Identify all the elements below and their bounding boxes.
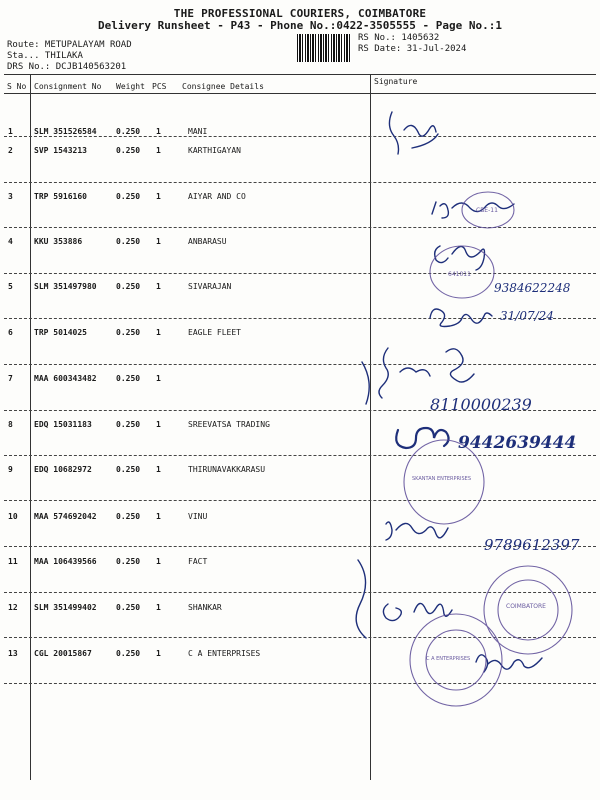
row-sno: 3 [8, 192, 13, 201]
column-header-consignee: Consignee Details [182, 82, 264, 91]
rs-number: RS No.: 1405632 [358, 33, 440, 43]
row-pcs: 1 [156, 192, 161, 201]
table-row [0, 420, 600, 466]
row-divider [4, 455, 596, 456]
staff-label: Sta... THILAKA [7, 51, 83, 61]
table-row [0, 282, 600, 328]
row-weight: 0.250 [116, 146, 141, 155]
column-header-weight: Weight [116, 82, 145, 91]
row-pcs: 1 [156, 603, 161, 612]
row-weight: 0.250 [116, 649, 141, 658]
row-pcs: 1 [156, 127, 161, 136]
handwritten-phone-3: 9442639444 [458, 433, 577, 453]
row-sno: 12 [8, 603, 18, 612]
row-pcs: 1 [156, 557, 161, 566]
row-consignment-no: SLM 351497980 [34, 282, 97, 291]
row-weight: 0.250 [116, 192, 141, 201]
row-sno: 11 [8, 557, 18, 566]
row-divider [4, 364, 596, 365]
row-consignee: SREEVATSA TRADING [188, 420, 270, 429]
row-consignment-no: CGL 20015867 [34, 649, 92, 658]
row-consignee: VINU [188, 512, 208, 521]
column-header-signature: Signature [374, 77, 418, 86]
table-row [0, 374, 600, 420]
row-consignee: AIYAR AND CO [188, 192, 246, 201]
handwritten-date: 31/07/24 [500, 309, 554, 323]
row-sno: 5 [8, 282, 13, 291]
handwritten-phone-2: 8110000239 [430, 395, 532, 414]
barcode [297, 34, 351, 62]
row-divider [4, 273, 596, 274]
stamp-11-text: COIMBATORE [506, 603, 546, 610]
column-header-consignment: Consignment No [34, 82, 102, 91]
row-sno: 8 [8, 420, 13, 429]
stamp-8-text: SKANTAN ENTERPRISES [412, 476, 471, 482]
table-row [0, 146, 600, 192]
row-pcs: 1 [156, 328, 161, 337]
row-consignment-no: MAA 574692042 [34, 512, 97, 521]
row-divider [4, 182, 596, 183]
row-consignment-no: KKU 353886 [34, 237, 83, 246]
row-pcs: 1 [156, 374, 161, 383]
row-consignee: FACT [188, 557, 208, 566]
row-consignee: SIVARAJAN [188, 282, 232, 291]
row-divider [4, 410, 596, 411]
row-sno: 7 [8, 374, 13, 383]
document-title: THE PROFESSIONAL COURIERS, COIMBATORE [173, 7, 427, 20]
route-label: Route: METUPALAYAM ROAD [7, 40, 132, 50]
stamp-13-text: C A ENTERPRISES [426, 656, 471, 662]
row-sno: 13 [8, 649, 18, 658]
row-consignment-no: MAA 106439566 [34, 557, 97, 566]
row-consignee: MANI [188, 127, 208, 136]
row-weight: 0.250 [116, 512, 141, 521]
table-row [0, 237, 600, 283]
stamp-3-text: CBE-11 [476, 207, 498, 214]
row-pcs: 1 [156, 282, 161, 291]
row-pcs: 1 [156, 420, 161, 429]
row-consignee: EAGLE FLEET [188, 328, 241, 337]
handwritten-phone-4: 9789612397 [484, 536, 580, 554]
stamp-5-text: 641011 [448, 271, 471, 278]
row-consignment-no: TRP 5014025 [34, 328, 87, 337]
table-row [0, 603, 600, 649]
row-weight: 0.250 [116, 420, 141, 429]
row-consignment-no: SLM 351499402 [34, 603, 97, 612]
drs-number: DRS No.: DCJB140563201 [7, 62, 127, 72]
table-top-rule [4, 74, 596, 75]
row-sno: 9 [8, 465, 13, 474]
row-consignee: C A ENTERPRISES [188, 649, 261, 658]
row-consignment-no: SLM 351526584 [34, 127, 97, 136]
row-consignment-no: EDQ 15031183 [34, 420, 92, 429]
row-pcs: 1 [156, 237, 161, 246]
row-weight: 0.250 [116, 328, 141, 337]
row-pcs: 1 [156, 512, 161, 521]
row-sno: 2 [8, 146, 13, 155]
table-header-rule [4, 93, 596, 94]
table-row [0, 465, 600, 511]
table-row [0, 328, 600, 374]
row-divider [4, 592, 596, 593]
row-weight: 0.250 [116, 557, 141, 566]
column-header-sno: S No [7, 82, 27, 91]
row-weight: 0.250 [116, 374, 141, 383]
row-pcs: 1 [156, 465, 161, 474]
row-consignee: ANBARASU [188, 237, 227, 246]
table-row [0, 649, 600, 695]
row-divider [4, 637, 596, 638]
row-weight: 0.250 [116, 282, 141, 291]
table-row [0, 557, 600, 603]
row-consignment-no: EDQ 10682972 [34, 465, 92, 474]
row-sno: 10 [8, 512, 18, 521]
row-divider [4, 546, 596, 547]
row-sno: 4 [8, 237, 13, 246]
document-subtitle: Delivery Runsheet - P43 - Phone No.:0422-3505555 - Page No.:1 [98, 19, 502, 32]
row-divider [4, 227, 596, 228]
rs-date: RS Date: 31-Jul-2024 [358, 44, 467, 54]
table-row [0, 512, 600, 558]
row-consignee: THIRUNAVAKKARASU [188, 465, 266, 474]
row-weight: 0.250 [116, 127, 141, 136]
table-row [0, 192, 600, 238]
row-sno: 1 [8, 127, 13, 136]
row-divider [4, 136, 596, 137]
row-pcs: 1 [156, 649, 161, 658]
row-divider [4, 318, 596, 319]
row-sno: 6 [8, 328, 13, 337]
row-consignment-no: TRP 5916160 [34, 192, 87, 201]
row-consignee: SHANKAR [188, 603, 222, 612]
row-weight: 0.250 [116, 603, 141, 612]
column-header-pcs: PCS [152, 82, 167, 91]
row-weight: 0.250 [116, 237, 141, 246]
row-consignment-no: SVP 1543213 [34, 146, 87, 155]
handwritten-phone-1: 9384622248 [494, 281, 571, 295]
row-weight: 0.250 [116, 465, 141, 474]
row-divider [4, 683, 596, 684]
row-divider [4, 500, 596, 501]
row-consignee: KARTHIGAYAN [188, 146, 241, 155]
row-pcs: 1 [156, 146, 161, 155]
row-consignment-no: MAA 600343482 [34, 374, 97, 383]
